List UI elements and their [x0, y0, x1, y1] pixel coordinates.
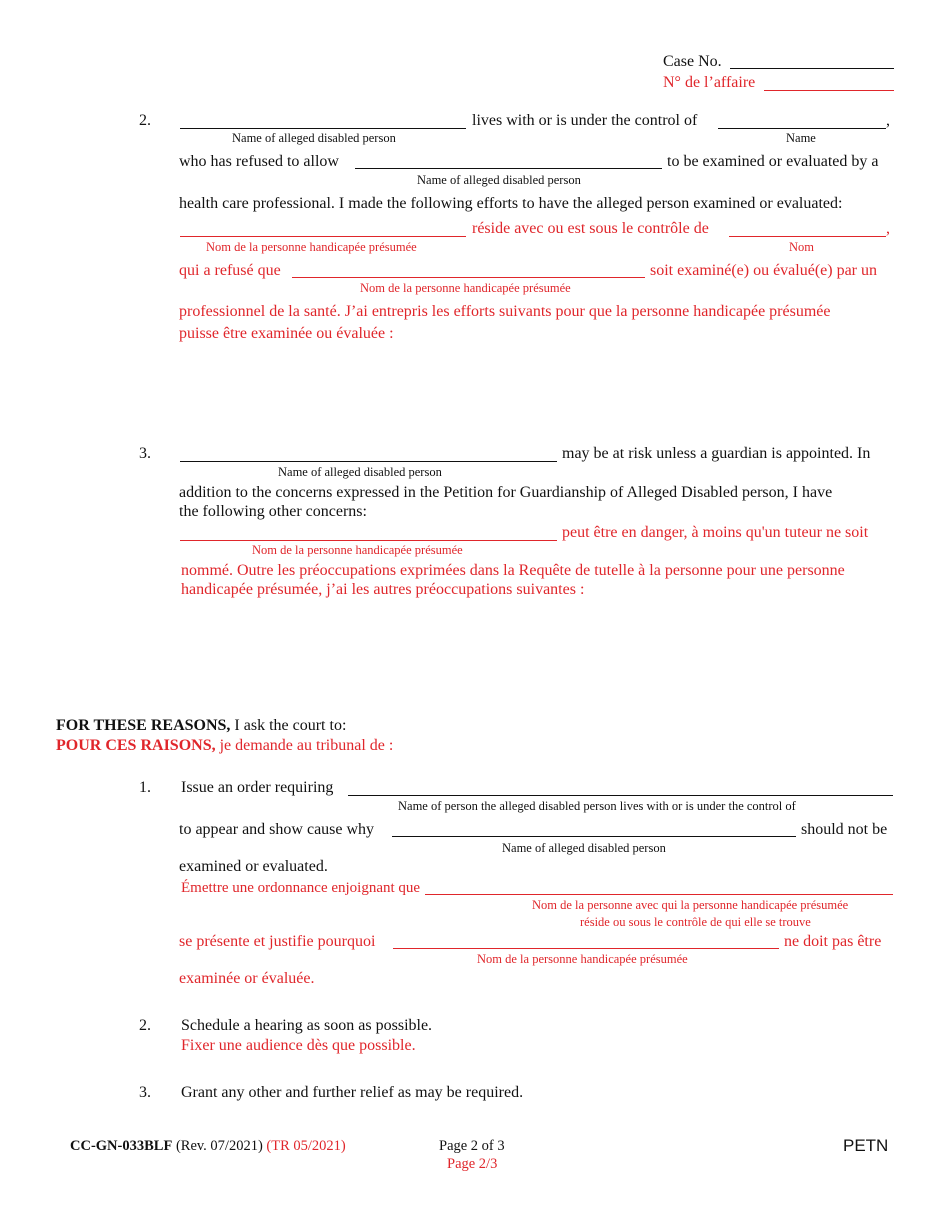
item2-fr-qui-refuse-text: qui a refusé que [179, 262, 281, 279]
request1-number: 1. [139, 779, 151, 796]
request3-number: 3. [139, 1084, 151, 1101]
item3-disabled-name-field[interactable] [180, 461, 557, 462]
case-no-label: Case No. [663, 53, 722, 70]
item3-risk-text: may be at risk unless a guardian is appointed. In [562, 445, 871, 462]
request1-disabled-name-field[interactable] [392, 836, 796, 837]
case-no-field[interactable] [730, 68, 894, 69]
request1-fr-caption-nom-personne: Nom de la personne handicapée présumée [477, 952, 688, 966]
request1-caption-disabled-name: Name of alleged disabled person [502, 841, 666, 855]
case-no-label-fr: N° de l’affaire [663, 74, 756, 91]
request2-text: Schedule a hearing as soon as possible. [181, 1017, 433, 1034]
request1-fr-disabled-name-field[interactable] [393, 948, 779, 949]
item2-fr-disabled-name-field[interactable] [180, 236, 466, 237]
request1-fr-ne-doit-text: ne doit pas être [784, 933, 882, 950]
item2-disabled-name-field[interactable] [180, 128, 466, 129]
footer-page-fr: Page 2/3 [447, 1156, 498, 1172]
request3-text: Grant any other and further relief as may be required. [181, 1084, 524, 1101]
item2-health-care-text: health care professional. I made the following efforts to have the alleged person examined or evaluated: [179, 195, 843, 212]
footer-form-code: PETN [843, 1136, 889, 1155]
item3-fr-nomme-text: nommé. Outre les préoccupations exprimées dans la Requête de tutelle à la personne pour une personne [181, 562, 845, 579]
item3-following-text: the following other concerns: [179, 503, 367, 520]
item2-fr-comma: , [886, 220, 890, 237]
item2-number: 2. [139, 112, 151, 129]
item3-addition-text: addition to the concerns expressed in the Petition for Guardianship of Alleged Disabled person, I have [179, 484, 833, 501]
footer-form-id: CC-GN-033BLF [70, 1138, 173, 1154]
request1-should-not-text: should not be [801, 821, 888, 838]
item2-fr-professionnel-text: professionnel de la santé. J’ai entrepris les efforts suivants pour que la personne handicapée présumée [179, 303, 831, 320]
item2-fr-disabled-name-field-2[interactable] [292, 277, 645, 278]
request2-number: 2. [139, 1017, 151, 1034]
item2-fr-caption-nom-personne-2: Nom de la personne handicapée présumée [360, 281, 571, 295]
item3-fr-handicapee-text: handicapée présumée, j’ai les autres préoccupations suivantes : [181, 581, 585, 598]
request1-person-name-field[interactable] [348, 795, 893, 796]
item3-caption-disabled-name: Name of alleged disabled person [278, 465, 442, 479]
request2-text-fr: Fixer une audience dès que possible. [181, 1037, 416, 1054]
item2-caption-name: Name [786, 131, 816, 145]
item2-fr-soit-examine-text: soit examiné(e) ou évalué(e) par un [650, 262, 878, 279]
request1-fr-presente-text: se présente et justifie pourquoi [179, 933, 376, 950]
footer-form-info [70, 1138, 346, 1155]
item3-fr-caption-nom-personne: Nom de la personne handicapée présumée [252, 543, 463, 557]
item2-examined-text: to be examined or evaluated by a [667, 153, 879, 170]
request1-fr-emettre-text: Émettre une ordonnance enjoignant que [181, 880, 421, 896]
request1-issue-text: Issue an order requiring [181, 779, 334, 796]
item2-fr-reside-text: réside avec ou est sous le contrôle de [472, 220, 709, 237]
reasons-heading-fr: POUR CES RAISONS, je demande au tribunal de : [56, 737, 394, 754]
item2-comma: , [886, 112, 890, 129]
item2-who-refused-text: who has refused to allow [179, 153, 339, 170]
item2-lives-with-text: lives with or is under the control of [472, 112, 698, 129]
reasons-heading: FOR THESE REASONS, I ask the court to: [56, 717, 347, 734]
request1-appear-text: to appear and show cause why [179, 821, 375, 838]
item2-fr-caption-nom-personne: Nom de la personne handicapée présumée [206, 240, 417, 254]
footer-page: Page 2 of 3 [439, 1138, 505, 1154]
item2-fr-controller-name-field[interactable] [729, 236, 886, 237]
request1-fr-caption-line2: réside ou sous le contrôle de qui elle se trouve [580, 915, 811, 929]
item2-fr-puisse-text: puisse être examinée ou évaluée : [179, 325, 394, 342]
item2-caption-disabled-name-2: Name of alleged disabled person [417, 173, 581, 187]
request1-fr-caption-line1: Nom de la personne avec qui la personne handicapée présumée [532, 898, 849, 912]
item3-fr-disabled-name-field[interactable] [180, 540, 557, 541]
item2-controller-name-field[interactable] [718, 128, 886, 129]
item2-fr-caption-nom: Nom [789, 240, 814, 254]
item3-number: 3. [139, 445, 151, 462]
request1-examined-text: examined or evaluated. [179, 858, 328, 875]
item2-caption-disabled-name: Name of alleged disabled person [232, 131, 396, 145]
request1-fr-examinee-text: examinée or évaluée. [179, 970, 315, 987]
item3-fr-danger-text: peut être en danger, à moins qu'un tuteur ne soit [562, 524, 869, 541]
footer-rev: (Rev. 07/2021) [172, 1138, 267, 1154]
footer-tr: (TR 05/2021) [266, 1138, 346, 1154]
request1-fr-person-name-field[interactable] [425, 894, 893, 895]
request1-caption-name-person: Name of person the alleged disabled person lives with or is under the control of [398, 799, 796, 813]
case-no-field-fr[interactable] [764, 90, 894, 91]
item2-disabled-name-field-2[interactable] [355, 168, 662, 169]
